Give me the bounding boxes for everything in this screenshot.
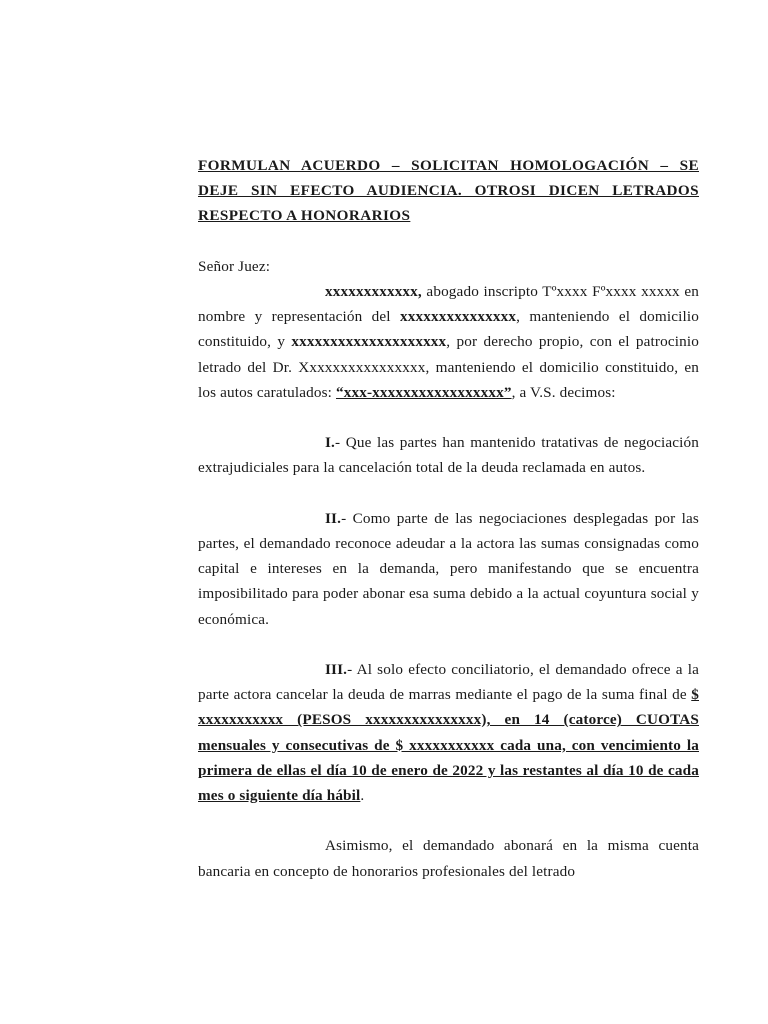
payment-terms: $ xxxxxxxxxxx (PESOS xxxxxxxxxxxxxxx), en 14 (catorce) CUOTAS mensuales y consecutivas de $ xxxxxxxxxxx cada una, con vencimiento la primera de ellas el día 10 de enero de 2022 y las restantes al día 10 de cada mes o siguiente día hábil (198, 686, 699, 805)
lawyer-name: xxxxxxxxxxxx, (325, 283, 422, 300)
intro-paragraph (198, 279, 699, 405)
paragraph-number: II. (325, 509, 342, 527)
intro-text-4: , a V.S. decimos: (511, 383, 616, 401)
spacer (198, 632, 699, 657)
paragraph-fees: Asimismo, el demandado abonará en la misma cuenta bancaria en concepto de honorarios profesionales del letrado (198, 837, 699, 880)
paragraph-i (198, 430, 699, 480)
spacer (198, 405, 699, 430)
party-2-name: xxxxxxxxxxxxxxxxxxxx (291, 333, 447, 351)
intro-text-3: , por derecho propio, con el patrocinio letrado del Dr. Xxxxxxxxxxxxxxxx, manteniendo el domicilio constituido, en los autos caratulados: (198, 333, 699, 401)
spacer (198, 808, 699, 833)
paragraph-text: - Como parte de las negociaciones desplegadas por las partes, el demandado reconoce adeudar a la actora las sumas consignadas como capital e intereses en la demanda, pero manifestando que se encuentra imposibilitado para poder abonar esa suma debido a la actual coyuntura social y económica. (198, 509, 699, 628)
document-title: FORMULAN ACUERDO – SOLICITAN HOMOLOGACIÓN – SE DEJE SIN EFECTO AUDIENCIA. OTROSI DICEN LETRADOS RESPECTO A HONORARIOS (198, 157, 699, 225)
paragraph-ii (198, 506, 699, 632)
document-body (198, 153, 699, 884)
paragraph-text: - Que las partes han mantenido tratativas de negociación extrajudiciales para la cancelación total de la deuda reclamada en autos. (198, 434, 699, 477)
spacer (198, 229, 699, 254)
intro-text-2: , manteniendo el domicilio constituido, y (198, 308, 699, 351)
salutation: Señor Juez: (198, 257, 271, 275)
paragraph-end: . (360, 787, 365, 805)
case-title: “xxx-xxxxxxxxxxxxxxxxx” (336, 383, 512, 401)
party-1-name: xxxxxxxxxxxxxxx (399, 308, 517, 326)
spacer (198, 481, 699, 506)
paragraph-text: - Al solo efecto conciliatorio, el demandado ofrece a la parte actora cancelar la deuda de marras mediante el pago de la suma final de (198, 661, 699, 704)
paragraph-number: III. (325, 661, 348, 678)
intro-text-1: abogado inscripto Tºxxxx Fºxxxx xxxxx en nombre y representación del (198, 283, 699, 326)
paragraph-iii (198, 657, 699, 808)
paragraph-number: I. (325, 434, 336, 452)
